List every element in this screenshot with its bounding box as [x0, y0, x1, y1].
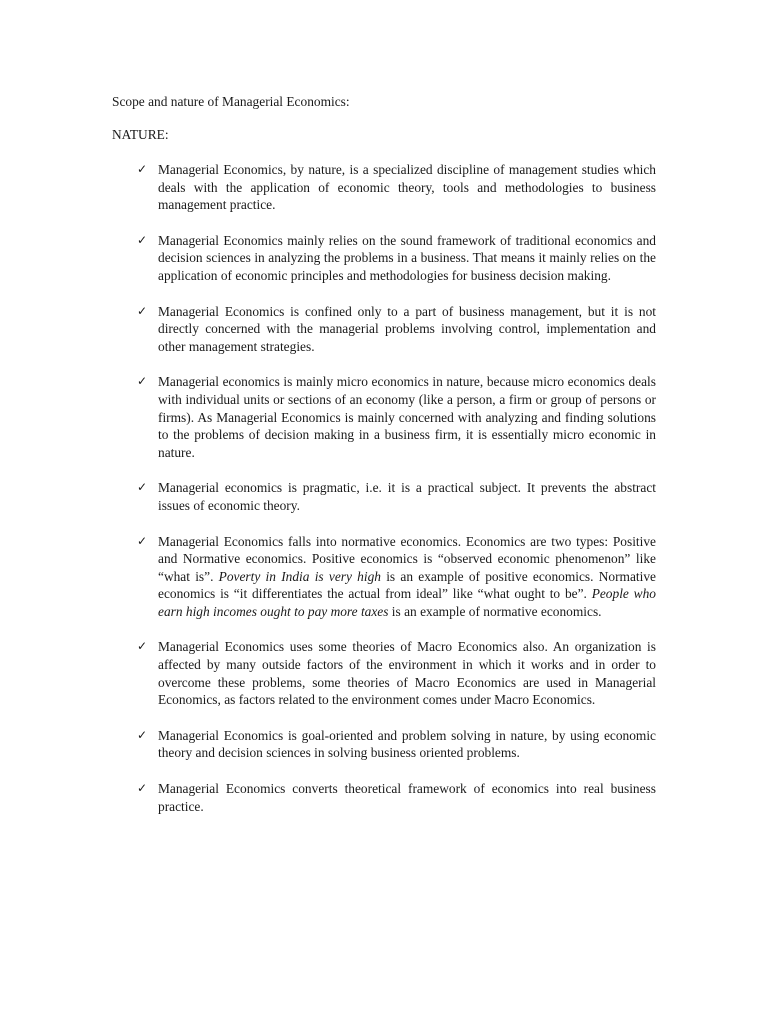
check-icon: ✓	[137, 162, 148, 176]
list-item-text: Managerial Economics converts theoretical framework of economics into real business practice.	[158, 781, 656, 814]
check-icon: ✓	[137, 374, 148, 389]
list-item	[112, 727, 656, 762]
check-icon: ✓	[137, 639, 148, 654]
list-item-text: Managerial Economics is confined only to a part of business management, but it is not directly concerned with the managerial problems involving control, implementation and other management strategies.	[158, 303, 656, 354]
check-icon: ✓	[137, 303, 148, 318]
text-segment: is an example of normative economics.	[388, 603, 602, 619]
list-item	[112, 638, 656, 708]
list-item	[112, 479, 656, 514]
check-icon: ✓	[137, 480, 148, 495]
nature-list	[112, 161, 656, 833]
check-icon: ✓	[137, 781, 148, 796]
list-item-text: Managerial Economics, by nature, is a specialized discipline of management studies which deals with the application of economic theory, tools and methodologies to business management practice.	[158, 162, 656, 213]
list-item-text: Managerial economics is pragmatic, i.e. it is a practical subject. It prevents the abstract issues of economic theory.	[158, 480, 656, 513]
list-item-text	[158, 533, 656, 621]
list-item	[112, 780, 656, 815]
italic-example-positive: Poverty in India is very high	[218, 568, 381, 584]
list-item-text: Managerial Economics uses some theories of Macro Economics also. An organization is affected by many outside factors of the environment in which it works and in order to overcome these problems, some theories of Macro Economics are used in Managerial Economics, as factors related to the environment comes under Macro Economics.	[158, 639, 656, 708]
list-item-text: Managerial Economics mainly relies on the sound framework of traditional economics and decision sciences in analyzing the problems in a business. That means it mainly relies on the application of economic principles and methodologies for business decision making.	[158, 232, 656, 283]
check-icon: ✓	[137, 533, 148, 548]
list-item	[112, 232, 656, 285]
text-segment: Managerial Economics falls into normative economics. Economics are two types: Positive and Normative economics. Positive economics is “observed economic phenomenon” like “what is”.	[158, 533, 656, 584]
italic-example-normative: People who earn high incomes ought to pay more taxes	[158, 586, 656, 619]
list-item-text: Managerial economics is mainly micro economics in nature, because micro economics deals with individual units or sections of an economy (like a person, a firm or group of persons or firms). As Managerial Economics is mainly concerned with analyzing and finding solutions to the problems of decision making in a business firm, it is essentially micro economic in nature.	[158, 374, 656, 460]
check-icon: ✓	[137, 727, 148, 742]
list-item-text: Managerial Economics is goal-oriented and problem solving in nature, by using economic theory and decision sciences in solving business oriented problems.	[158, 727, 656, 761]
document-title: Scope and nature of Managerial Economics:	[112, 94, 350, 109]
section-heading: NATURE:	[112, 127, 169, 142]
list-item	[112, 373, 656, 461]
list-item	[112, 161, 656, 214]
list-item	[112, 533, 656, 621]
check-icon: ✓	[137, 232, 148, 247]
text-segment: is an example of positive economics. Normative economics is “it differentiates the actual from ideal” like “what ought to be”.	[158, 568, 656, 602]
list-item	[112, 303, 656, 356]
